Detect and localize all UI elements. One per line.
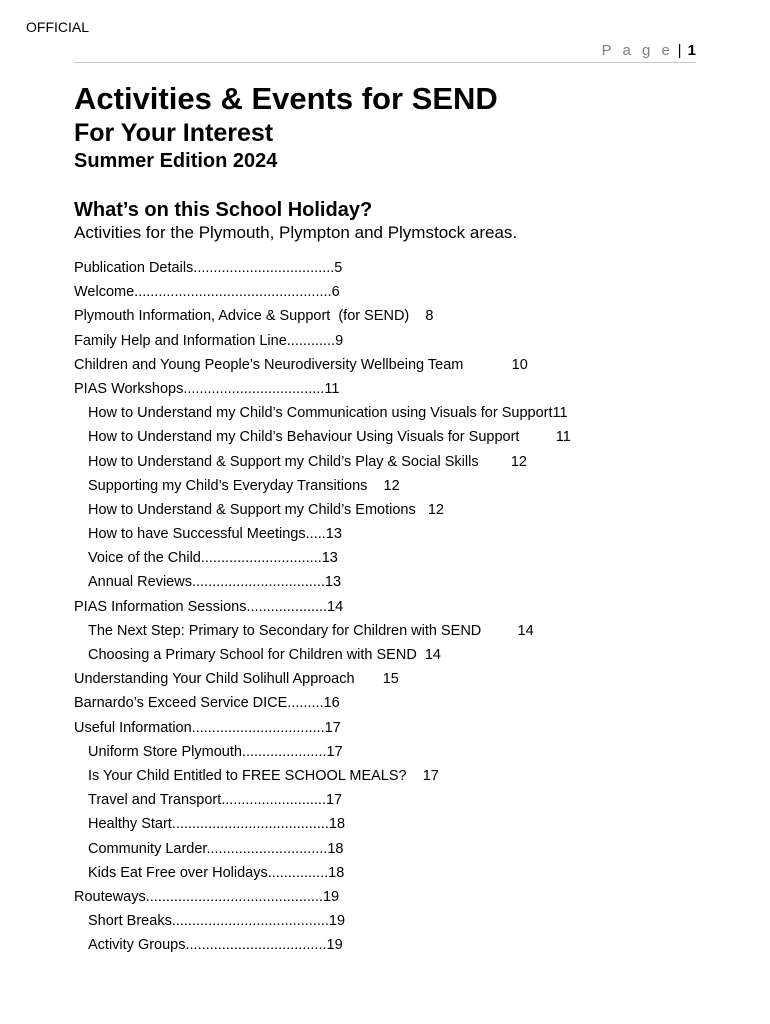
toc-entry[interactable]: Healthy Start.......................................18 [88,816,346,833]
page-label: P a g e [601,42,674,59]
toc-entry[interactable]: Travel and Transport..........................17 [88,792,343,809]
toc-entry[interactable]: How to Understand & Support my Child’s Play & Social Skills 12 [88,453,527,470]
toc-entry[interactable]: Community Larder..............................18 [88,840,344,857]
toc-entry[interactable]: Voice of the Child..............................13 [88,550,338,567]
toc-entry[interactable]: Activity Groups...................................19 [88,937,343,954]
page-number: 1 [687,42,696,59]
toc-entry[interactable]: Routeways............................................19 [74,888,340,905]
toc-entry[interactable]: Annual Reviews.................................13 [88,574,342,591]
toc-entry[interactable]: Supporting my Child’s Everyday Transitions 12 [88,477,400,494]
toc-entry[interactable]: How to Understand my Child’s Communication using Visuals for Support11 [88,405,568,422]
toc-entry[interactable]: Children and Young People’s Neurodiversity Wellbeing Team 10 [74,356,528,373]
toc-entry[interactable]: Useful Information.................................17 [74,719,341,736]
toc-entry[interactable]: Family Help and Information Line............9 [74,332,344,349]
toc-entry[interactable]: How to Understand my Child’s Behaviour Using Visuals for Support 11 [88,429,571,446]
document-subtitle: For Your Interest [74,119,274,147]
toc-entry[interactable]: Publication Details...................................5 [74,260,343,276]
page-separator: | [677,42,682,59]
edition-label: Summer Edition 2024 [74,150,278,172]
toc-entry[interactable]: PIAS Workshops...................................11 [74,380,340,397]
document-title: Activities & Events for SEND [74,81,498,116]
toc-entry[interactable]: Choosing a Primary School for Children with SEND 14 [88,647,441,663]
toc-entry[interactable]: Is Your Child Entitled to FREE SCHOOL MEALS? 17 [88,767,439,784]
toc-entry[interactable]: PIAS Information Sessions....................14 [74,598,344,615]
section-subheading: Activities for the Plymouth, Plympton and Plymstock areas. [74,223,518,242]
toc-entry[interactable]: Uniform Store Plymouth.....................17 [88,743,343,760]
page-header [74,42,696,63]
toc-entry[interactable]: Welcome.................................................6 [74,284,340,301]
toc-entry[interactable]: Short Breaks.......................................19 [88,913,346,930]
toc-entry[interactable]: Barnardo’s Exceed Service DICE.........16 [74,695,340,712]
toc-entry[interactable]: The Next Step: Primary to Secondary for Children with SEND 14 [88,622,534,639]
title-block [74,80,498,174]
toc-entry[interactable]: How to have Successful Meetings.....13 [88,526,342,543]
classification-label: OFFICIAL [26,19,90,35]
section-heading: What’s on this School Holiday? [74,199,373,221]
table-of-contents [74,256,634,957]
toc-entry[interactable]: Plymouth Information, Advice & Support (for SEND) 8 [74,308,434,325]
toc-entry[interactable]: Kids Eat Free over Holidays...............18 [88,864,345,881]
toc-entry[interactable]: How to Understand & Support my Child’s Emotions 12 [88,501,444,518]
toc-entry[interactable]: Understanding Your Child Solihull Approach 15 [74,671,399,688]
